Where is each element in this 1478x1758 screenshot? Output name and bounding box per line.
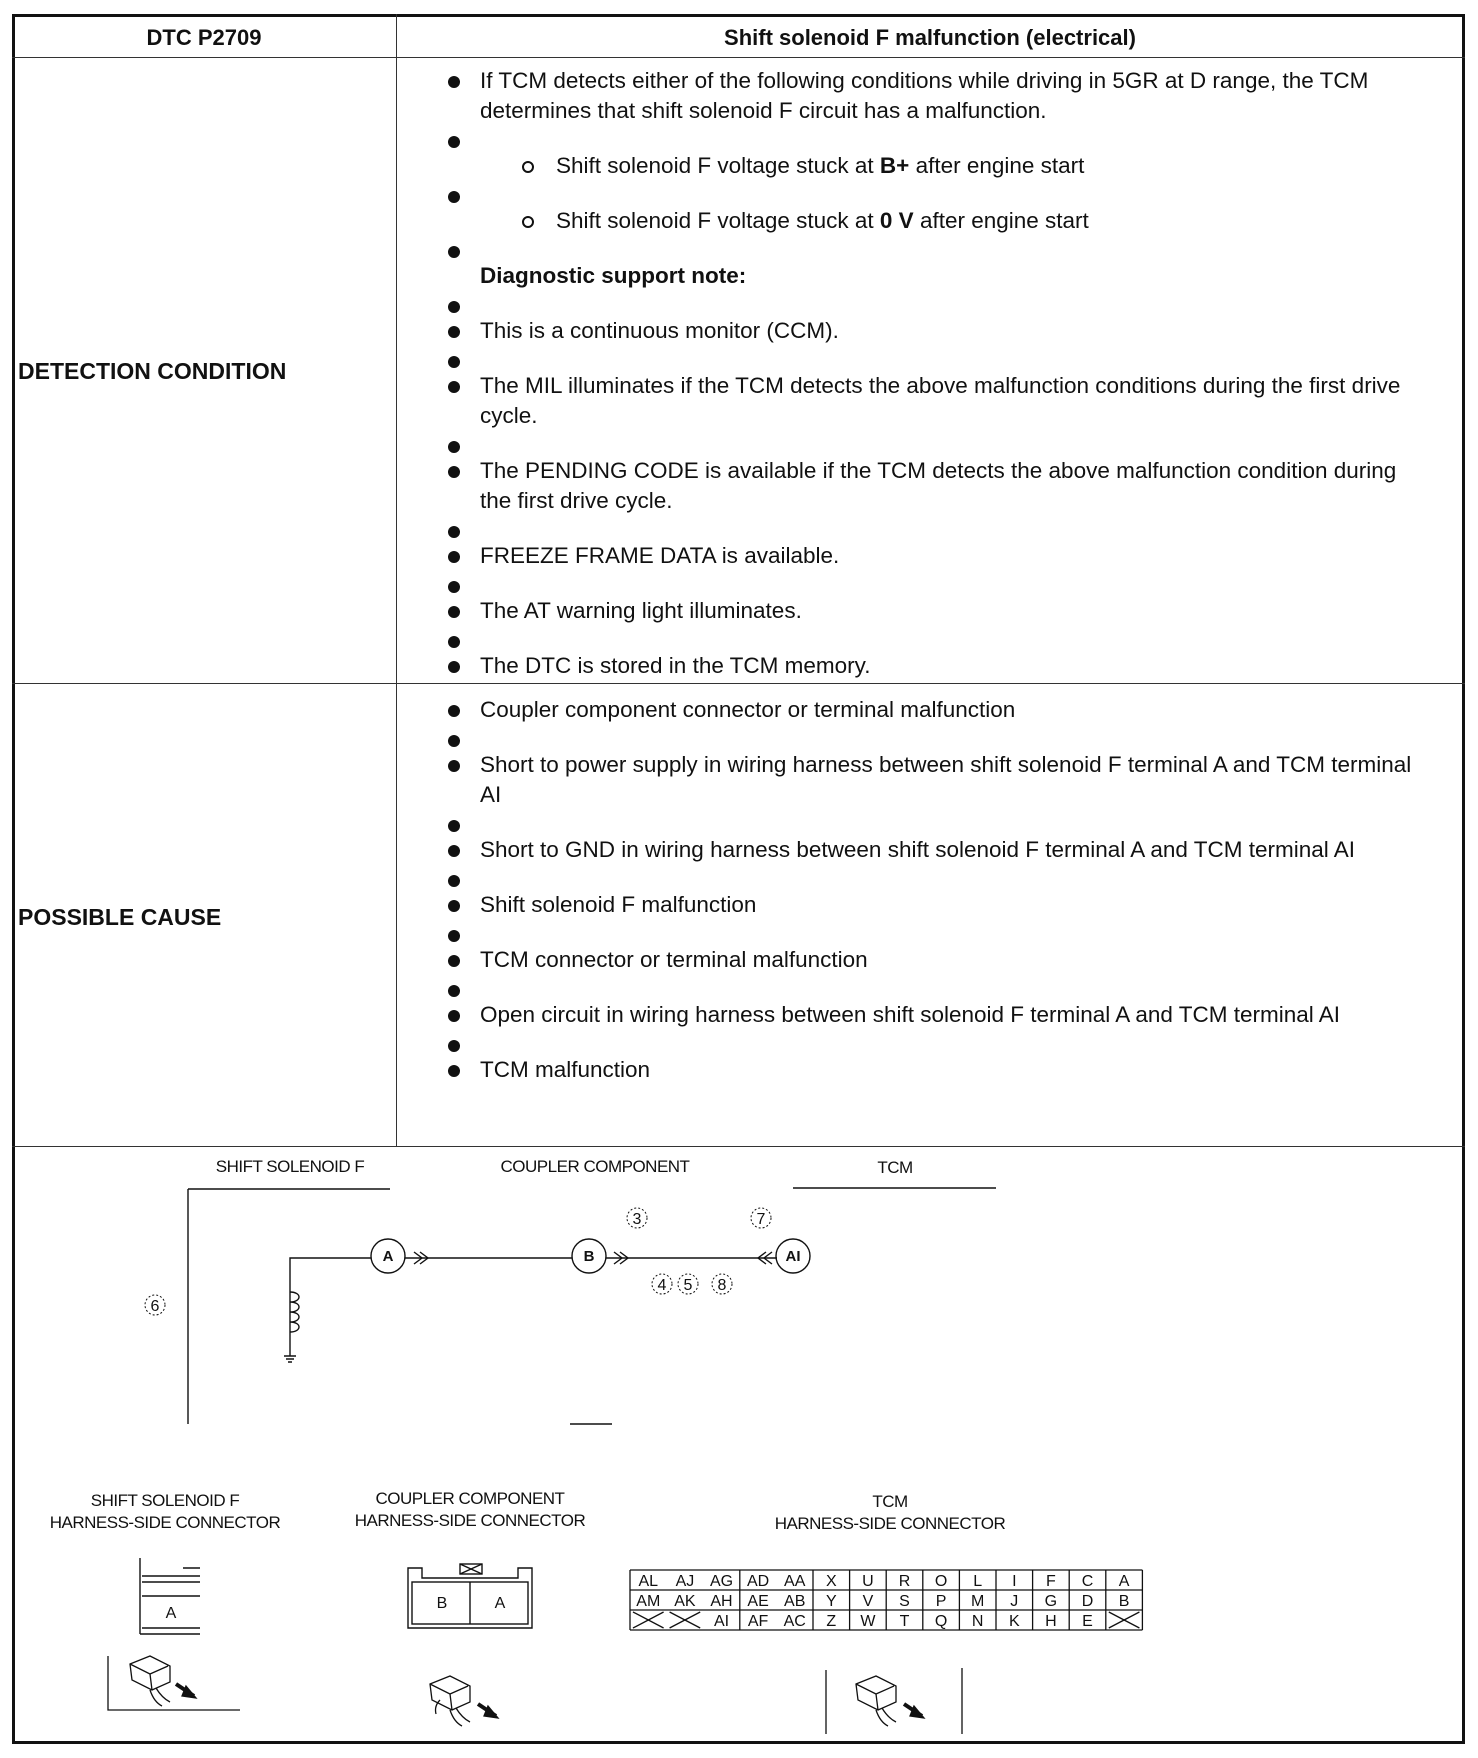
spacer — [440, 1030, 1420, 1055]
spacer — [440, 920, 1420, 945]
note-item: The MIL illuminates if the TCM detects the above malfunction conditions during the first drive cycle. — [440, 371, 1420, 431]
tcm-pin: V — [862, 1593, 874, 1610]
cond-text: Shift solenoid F voltage stuck at — [556, 208, 880, 233]
cond-value: 0 V — [879, 208, 914, 233]
tcm-pin: Y — [825, 1593, 837, 1610]
spacer — [440, 975, 1420, 1000]
cc-conn-line2: HARNESS-SIDE CONNECTOR — [354, 1511, 586, 1530]
tcm-pin: AI — [713, 1613, 730, 1630]
tcm-pin: AM — [636, 1593, 661, 1610]
tcm-conn-line1: TCM — [872, 1492, 908, 1511]
cause-item: TCM malfunction — [440, 1055, 1420, 1085]
tcm-pin: E — [1082, 1613, 1093, 1630]
spacer — [440, 236, 1420, 261]
coupler-component-label: COUPLER COMPONENT — [500, 1157, 690, 1176]
tcm-pin: X — [825, 1573, 837, 1590]
tcm-pin: I — [1012, 1573, 1017, 1590]
tcm-pin: AB — [784, 1593, 806, 1610]
tcm-pin: L — [973, 1573, 983, 1590]
tcm-pin: AJ — [675, 1573, 695, 1590]
cause-item: Shift solenoid F malfunction — [440, 890, 1420, 920]
cause-item: Short to GND in wiring harness between shift solenoid F terminal A and TCM terminal AI — [440, 835, 1420, 865]
dtc-title: Shift solenoid F malfunction (electrical) — [724, 25, 1136, 50]
cc-conn-line1: COUPLER COMPONENT — [375, 1489, 565, 1508]
row-divider-detection — [12, 683, 1465, 684]
ref-5: 5 — [683, 1277, 693, 1294]
cc-connector-label — [330, 1488, 610, 1532]
condition-0v — [440, 206, 1420, 236]
row-divider-cause — [12, 1146, 1465, 1147]
tcm-pin: Z — [826, 1613, 837, 1630]
note-item: The AT warning light illuminates. — [440, 596, 1420, 626]
tcm-conn-line2: HARNESS-SIDE CONNECTOR — [774, 1514, 1006, 1533]
tcm-pin: AF — [747, 1613, 769, 1630]
tcm-pin: AL — [638, 1573, 659, 1590]
ss-pin-a: A — [165, 1605, 177, 1622]
dtc-code: DTC P2709 — [146, 25, 262, 50]
possible-cause-label: POSSIBLE CAUSE — [18, 904, 222, 930]
tcm-pin: AA — [784, 1573, 806, 1590]
cond-text: Shift solenoid F voltage stuck at — [556, 153, 880, 178]
spacer — [440, 181, 1420, 206]
tcm-pin: W — [860, 1613, 876, 1630]
ref-3: 3 — [632, 1211, 642, 1228]
note-item: FREEZE FRAME DATA is available. — [440, 541, 1420, 571]
ref-8: 8 — [717, 1277, 727, 1294]
tcm-pin: Q — [934, 1613, 948, 1630]
detection-condition-label: DETECTION CONDITION — [18, 358, 287, 384]
ref-4: 4 — [657, 1277, 667, 1294]
cond-text: after engine start — [913, 208, 1089, 233]
terminal-a-label: A — [382, 1248, 394, 1265]
tcm-pin: C — [1081, 1573, 1094, 1590]
tcm-pin: T — [899, 1613, 910, 1630]
cause-list — [440, 695, 1420, 1085]
spacer — [440, 516, 1420, 541]
note-item: The DTC is stored in the TCM memory. — [440, 651, 1420, 681]
ref-7: 7 — [756, 1211, 766, 1228]
spacer — [440, 725, 1420, 750]
detection-list — [440, 66, 1420, 681]
spacer — [440, 346, 1420, 371]
tcm-pin: B — [1118, 1593, 1130, 1610]
header-divider — [12, 57, 1465, 58]
terminal-ai-label: AI — [785, 1248, 801, 1265]
tcm-pin: K — [1008, 1613, 1020, 1630]
note-item: The PENDING CODE is available if the TCM detects the above malfunction condition during the first drive cycle. — [440, 456, 1420, 516]
cause-item: TCM connector or terminal malfunction — [440, 945, 1420, 975]
cond-value: B+ — [879, 153, 910, 178]
ss-connector-label — [20, 1490, 310, 1534]
ss-conn-line2: HARNESS-SIDE CONNECTOR — [49, 1513, 281, 1532]
cause-item: Open circuit in wiring harness between shift solenoid F terminal A and TCM terminal AI — [440, 1000, 1420, 1030]
tcm-label: TCM — [877, 1158, 913, 1177]
note-item: This is a continuous monitor (CCM). — [440, 316, 1420, 346]
diagnostic-support-note-title: Diagnostic support note: — [480, 263, 747, 288]
spacer — [440, 291, 1420, 316]
spacer — [440, 431, 1420, 456]
tcm-pin: AC — [783, 1613, 806, 1630]
cause-item: Short to power supply in wiring harness between shift solenoid F terminal A and TCM terminal AI — [440, 750, 1420, 810]
ref-6: 6 — [150, 1298, 160, 1315]
tcm-pin: R — [898, 1573, 911, 1590]
tcm-pin: O — [934, 1573, 948, 1590]
cond-text: after engine start — [909, 153, 1085, 178]
tcm-pin: AH — [710, 1593, 733, 1610]
terminal-b-label: B — [583, 1248, 595, 1265]
tcm-pin: S — [899, 1593, 910, 1610]
tcm-pin: H — [1045, 1613, 1057, 1630]
spacer — [440, 626, 1420, 651]
tcm-pin: P — [935, 1593, 947, 1610]
tcm-pin: A — [1118, 1573, 1130, 1590]
tcm-pin: J — [1010, 1593, 1019, 1610]
tcm-pin: N — [971, 1613, 984, 1630]
spacer — [440, 810, 1420, 835]
tcm-connector-label — [740, 1491, 1040, 1535]
spacer — [440, 571, 1420, 596]
tcm-pin: AD — [746, 1573, 770, 1590]
tcm-pin: D — [1081, 1593, 1094, 1610]
tcm-pin: AE — [747, 1593, 769, 1610]
cc-pin-a: A — [494, 1595, 506, 1612]
ss-conn-line1: SHIFT SOLENOID F — [90, 1491, 240, 1510]
detection-intro: If TCM detects either of the following conditions while driving in 5GR at D range, the TCM determines that shift solenoid F circuit has a malfunction. — [440, 66, 1420, 126]
cause-item: Coupler component connector or terminal malfunction — [440, 695, 1420, 725]
spacer — [440, 865, 1420, 890]
spacer — [440, 126, 1420, 151]
shift-solenoid-label: SHIFT SOLENOID F — [215, 1157, 365, 1176]
tcm-pin: G — [1044, 1593, 1058, 1610]
tcm-pin: AK — [674, 1593, 696, 1610]
column-divider — [396, 14, 397, 1146]
tcm-pin: F — [1046, 1573, 1056, 1590]
cc-pin-b: B — [436, 1595, 448, 1612]
condition-b-plus — [440, 151, 1420, 181]
tcm-pin: U — [862, 1573, 874, 1590]
tcm-pin: AG — [709, 1573, 734, 1590]
tcm-pin: M — [971, 1593, 985, 1610]
